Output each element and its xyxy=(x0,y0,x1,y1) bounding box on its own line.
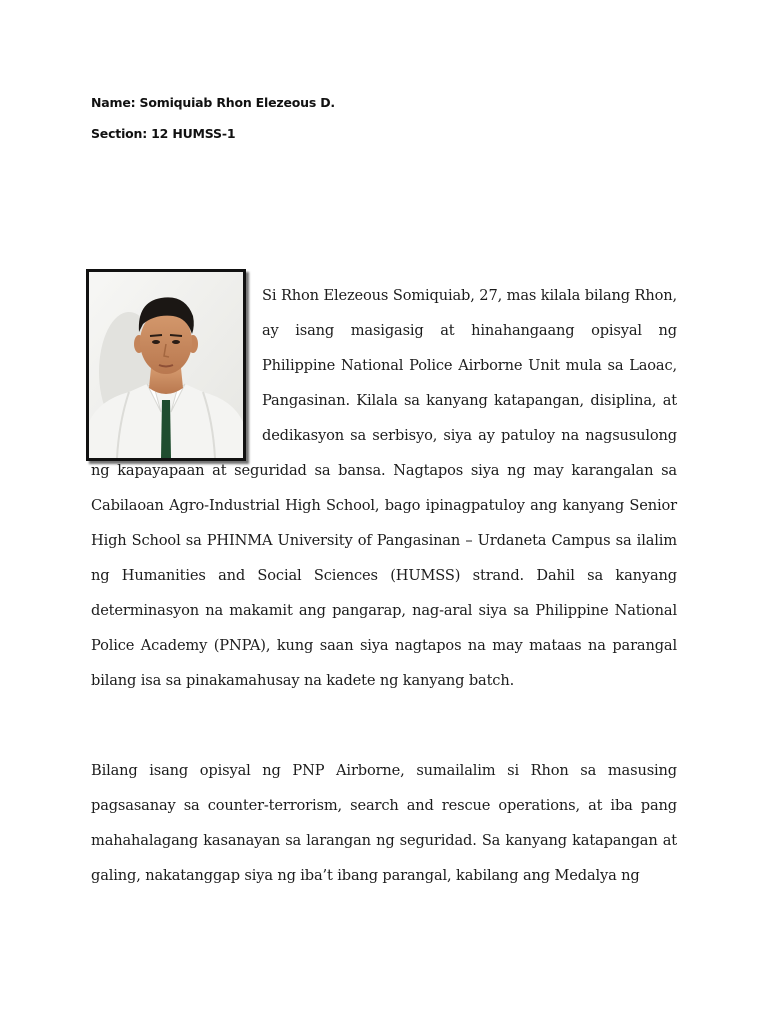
student-section: Section: 12 HUMSS-1 xyxy=(91,126,236,141)
paragraph-2: Bilang isang opisyal ng PNP Airborne, sumailalim si Rhon sa masusing pagsasanay sa counter-terrorism, search and rescue operations, at iba pang mahahalagang kasanayan sa larangan ng seguridad. Sa kanyang katapangan at galing, nakatanggap siya ng iba’t ibang parangal, kabilang ang Medalya ng xyxy=(91,762,677,884)
biography-text xyxy=(91,278,677,893)
document-header xyxy=(91,94,335,156)
paragraph-1: Si Rhon Elezeous Somiquiab, 27, mas kilala bilang Rhon, ay isang masigasig at hinahangaang opisyal ng Philippine National Police Airborne Unit mula sa Laoac, Pangasinan. Kilala sa kanyang katapangan, disiplina, at dedikasyon sa serbisyo, siya ay patuloy na nagsusulong ng kapayapaan at seguridad sa bansa. Nagtapos siya ng may karangalan sa Cabilaoan Agro-Industrial High School, bago ipinagpatuloy ang kanyang Senior High School sa PHINMA University of Pangasinan – Urdaneta Campus sa ilalim ng Humanities and Social Sciences (HUMSS) strand. Dahil sa kanyang determinasyon na makamit ang pangarap, nag-aral siya sa Philippine National Police Academy (PNPA), kung saan siya nagtapos na may mataas na parangal bilang isa sa pinakamahusay na kadete ng kanyang batch. xyxy=(91,287,677,689)
student-name: Name: Somiquiab Rhon Elezeous D. xyxy=(91,95,335,110)
photo-wrap-space xyxy=(91,278,262,453)
